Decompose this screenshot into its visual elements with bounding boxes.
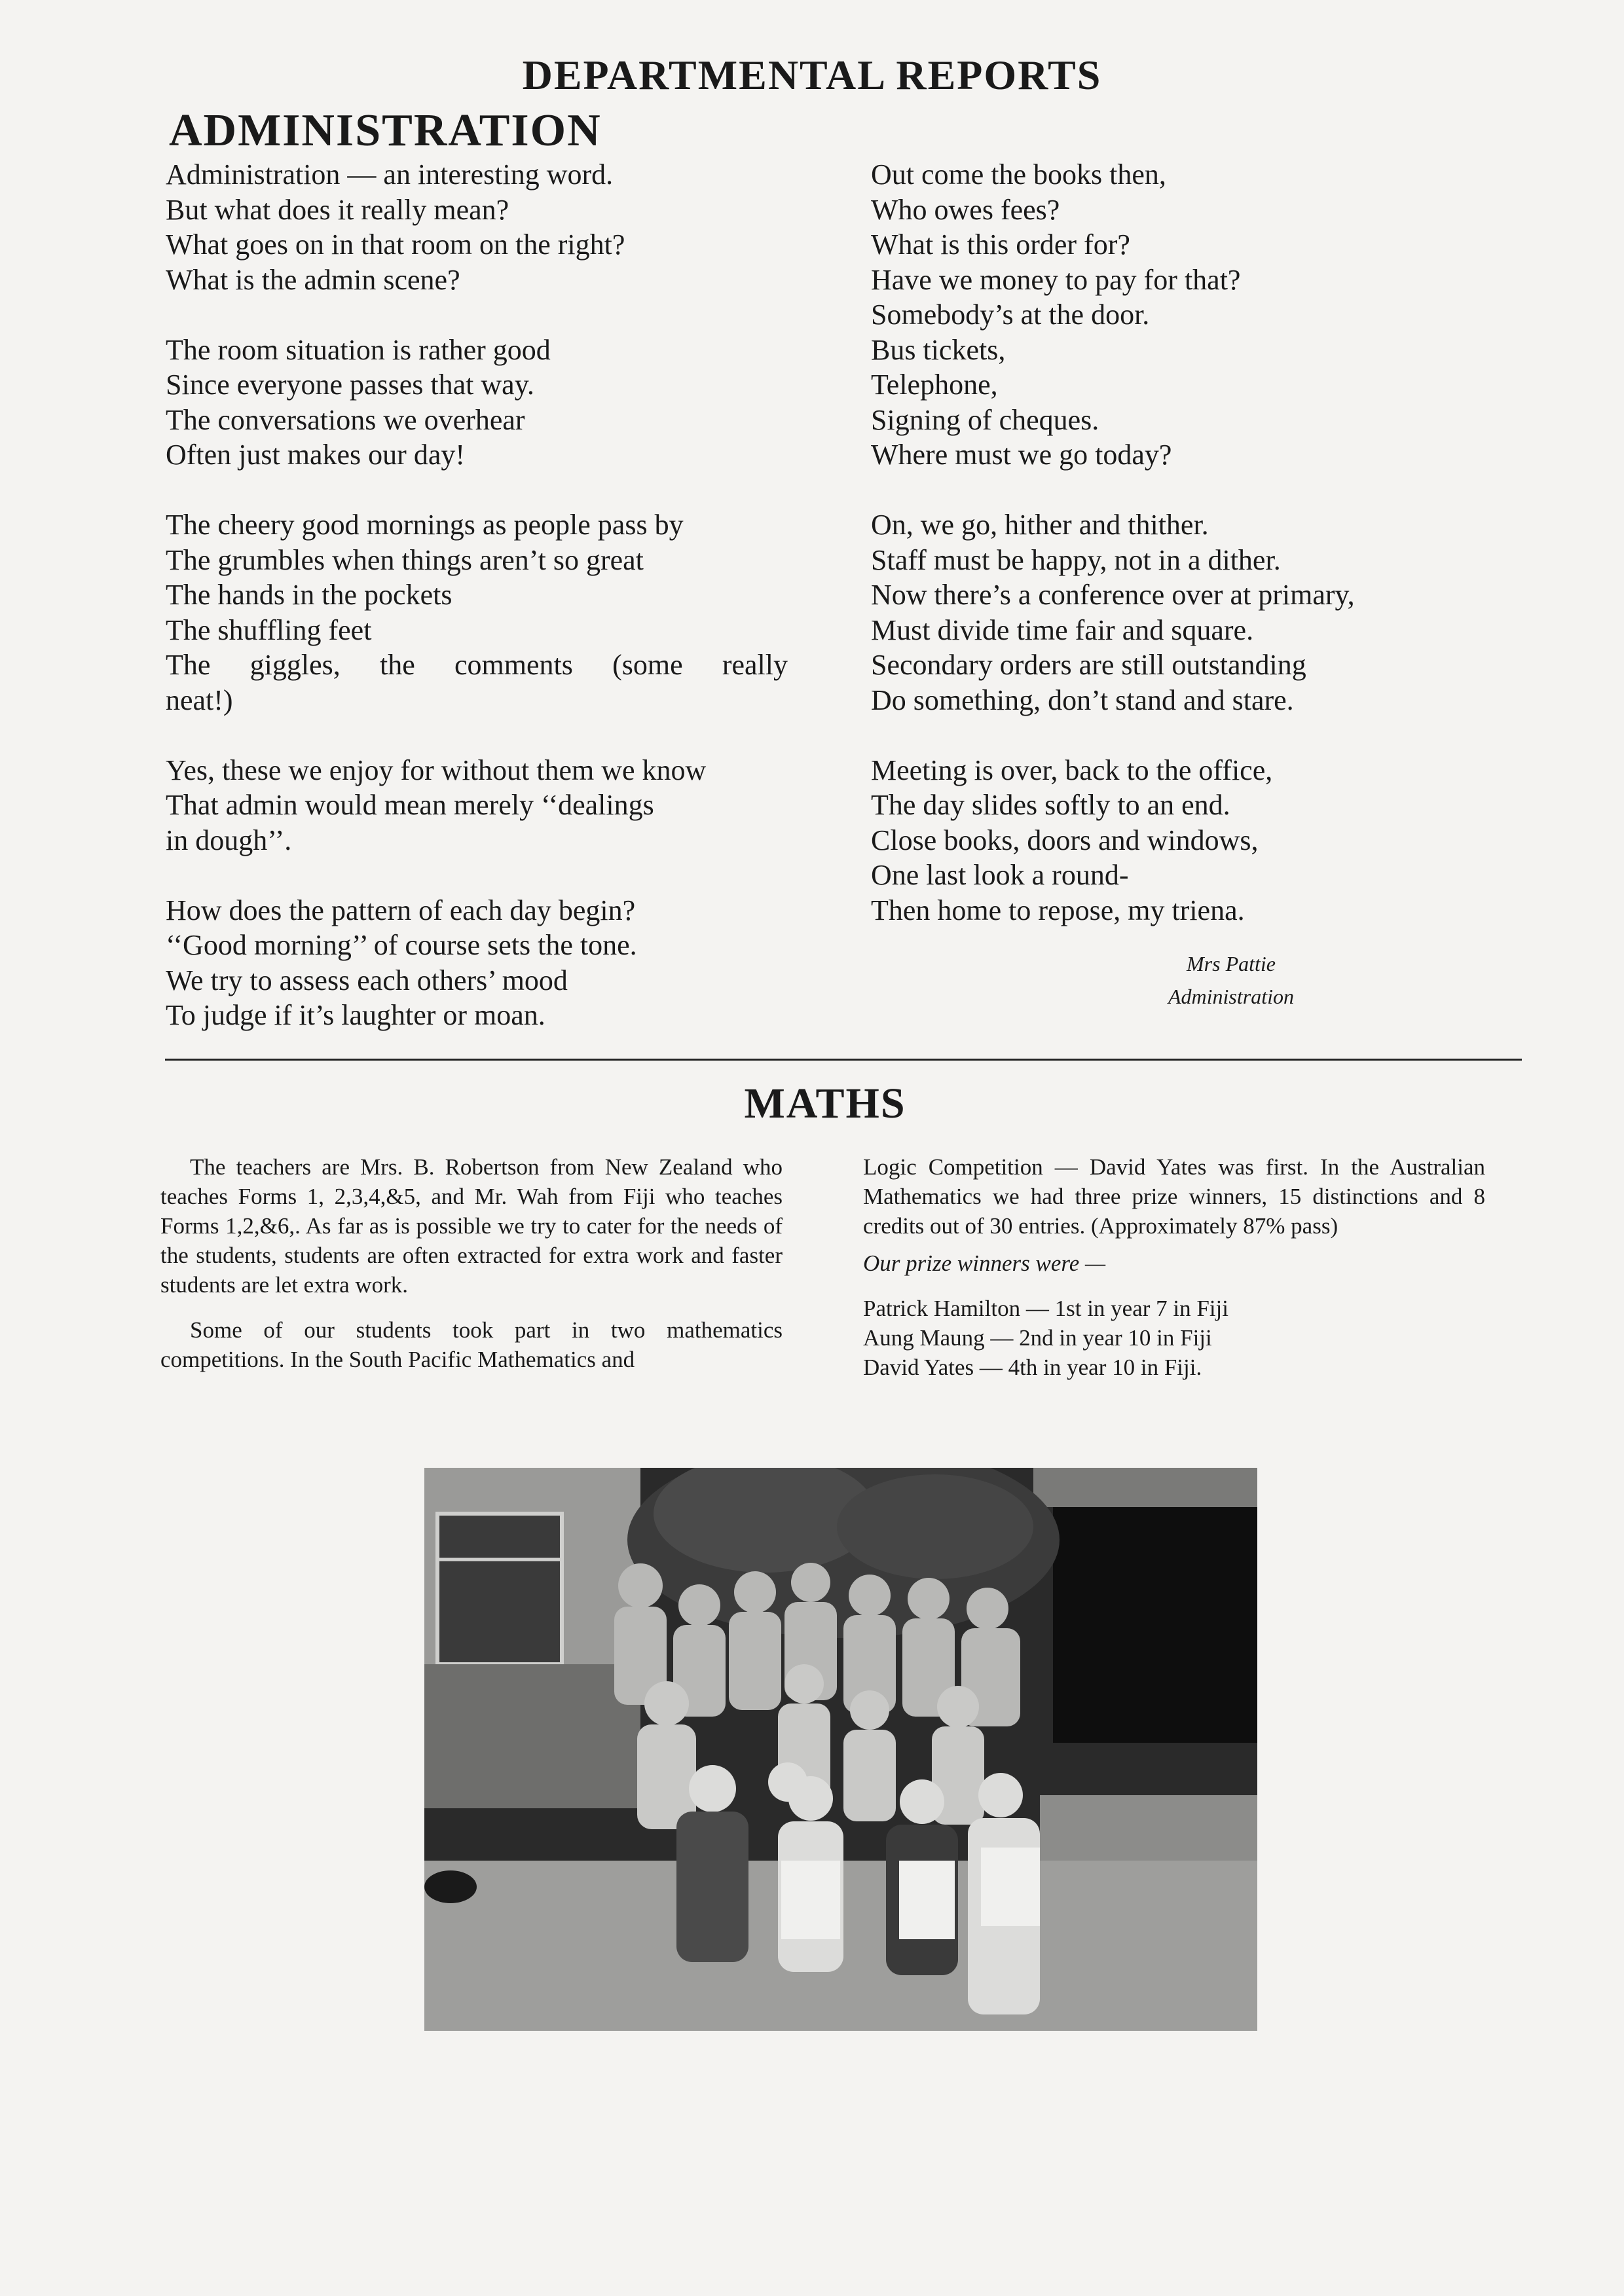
poem-line: Signing of cheques. (871, 403, 1099, 436)
poem-line: The cheery good mornings as people pass by (166, 509, 684, 541)
page-title: DEPARTMENTAL REPORTS (522, 52, 1102, 98)
poem-line: Administration — an interesting word. (166, 158, 614, 191)
poem-line: in dough’’. (166, 824, 292, 856)
poem-line: Then home to repose, my triena. (871, 894, 1245, 926)
poem-line: Where must we go today? (871, 439, 1172, 471)
maths-column-left (160, 1152, 783, 1374)
prize-winner-item: Aung Maung — 2nd in year 10 in Fiji (863, 1325, 1212, 1351)
poem-line: We try to assess each others’ mood (166, 964, 568, 996)
prize-winners-list (863, 1294, 1485, 1382)
poem-line: Now there’s a conference over at primary, (871, 579, 1355, 611)
poem-line: Yes, these we enjoy for without them we know (166, 754, 707, 786)
poem-stanza (871, 753, 1500, 928)
poem-line: Have we money to pay for that? (871, 263, 1241, 296)
maths-column-right (863, 1152, 1485, 1382)
poem-line: Since everyone passes that way. (166, 369, 534, 401)
poem-line: neat!) (166, 683, 233, 716)
poem-line: One last look a round- (871, 859, 1129, 891)
poem-column-left (166, 157, 788, 1068)
poem-line: How does the pattern of each day begin? (166, 894, 636, 926)
poem-line: To judge if it’s laughter or moan. (166, 999, 545, 1031)
poem-line: The grumbles when things aren’t so great (166, 543, 644, 576)
section-divider (165, 1059, 1522, 1061)
poem-line: ‘‘Good morning’’ of course sets the tone. (166, 929, 637, 961)
prize-winner-item: David Yates — 4th in year 10 in Fiji. (863, 1355, 1202, 1380)
poem-line: Staff must be happy, not in a dither. (871, 543, 1281, 576)
poem-column-right (871, 157, 1500, 963)
group-photo (424, 1468, 1257, 2031)
poem-line: Somebody’s at the door. (871, 299, 1150, 331)
poem-line: What goes on in that room on the right? (166, 228, 625, 261)
prize-winners-label: Our prize winners were — (863, 1250, 1106, 1276)
poem-line: Meeting is over, back to the office, (871, 754, 1273, 786)
maths-paragraph-teachers: The teachers are Mrs. B. Robertson from New Zealand who teaches Forms 1, 2,3,4,&5, and Mr. Wah from Fiji who teaches Forms 1,2,&6,. As far as is possible we try to cater for the needs of the students, students are often extracted for extra work and faster students are let extra work. (160, 1154, 783, 1298)
poem-line: Telephone, (871, 369, 998, 401)
poem-line: What is the admin scene? (166, 263, 460, 296)
poem-stanza (166, 157, 788, 297)
maths-paragraph-competitions: Some of our students took part in two mathematics competitions. In the South Pacific Mathematics and (160, 1317, 783, 1372)
signature-name: Mrs Pattie (1187, 952, 1276, 975)
poem-stanza (871, 507, 1500, 718)
poem-line: Secondary orders are still outstanding (871, 649, 1306, 681)
poem-line: The conversations we overhear (166, 403, 525, 436)
poem-line: On, we go, hither and thither. (871, 509, 1209, 541)
poem-line: What is this order for? (871, 228, 1130, 261)
poem-line: The shuffling feet (166, 613, 372, 646)
poem-signature (1035, 947, 1428, 1013)
poem-line: Close books, doors and windows, (871, 824, 1259, 856)
maths-heading: MATHS (744, 1080, 906, 1127)
poem-stanza (166, 893, 788, 1033)
maths-paragraph-results: Logic Competition — David Yates was first. In the Australian Mathematics we had three prize winners, 15 distinctions and 8 credits out of 30 entries. (Approximately 87% pass) (863, 1154, 1485, 1239)
poem-line: The day slides softly to an end. (871, 789, 1230, 821)
poem-stanza (871, 157, 1500, 473)
poem-line: The giggles, the comments (some really (166, 649, 788, 681)
poem-line: Out come the books then, (871, 158, 1166, 191)
group-photo-image (424, 1468, 1257, 2031)
poem-line: The hands in the pockets (166, 579, 452, 611)
prize-winner-item: Patrick Hamilton — 1st in year 7 in Fiji (863, 1296, 1229, 1321)
poem-line: The room situation is rather good (166, 333, 551, 366)
poem-line: But what does it really mean? (166, 193, 509, 226)
poem-line: That admin would mean merely ‘‘dealings (166, 789, 654, 821)
poem-line: Often just makes our day! (166, 439, 465, 471)
administration-heading: ADMINISTRATION (169, 105, 602, 156)
signature-department: Administration (1168, 985, 1294, 1008)
poem-line: Who owes fees? (871, 193, 1060, 226)
poem-line: Bus tickets, (871, 333, 1006, 366)
poem-stanza (166, 507, 788, 718)
poem-line: Must divide time fair and square. (871, 613, 1254, 646)
poem-stanza (166, 753, 788, 858)
poem-line: Do something, don’t stand and stare. (871, 683, 1294, 716)
poem-stanza (166, 333, 788, 473)
